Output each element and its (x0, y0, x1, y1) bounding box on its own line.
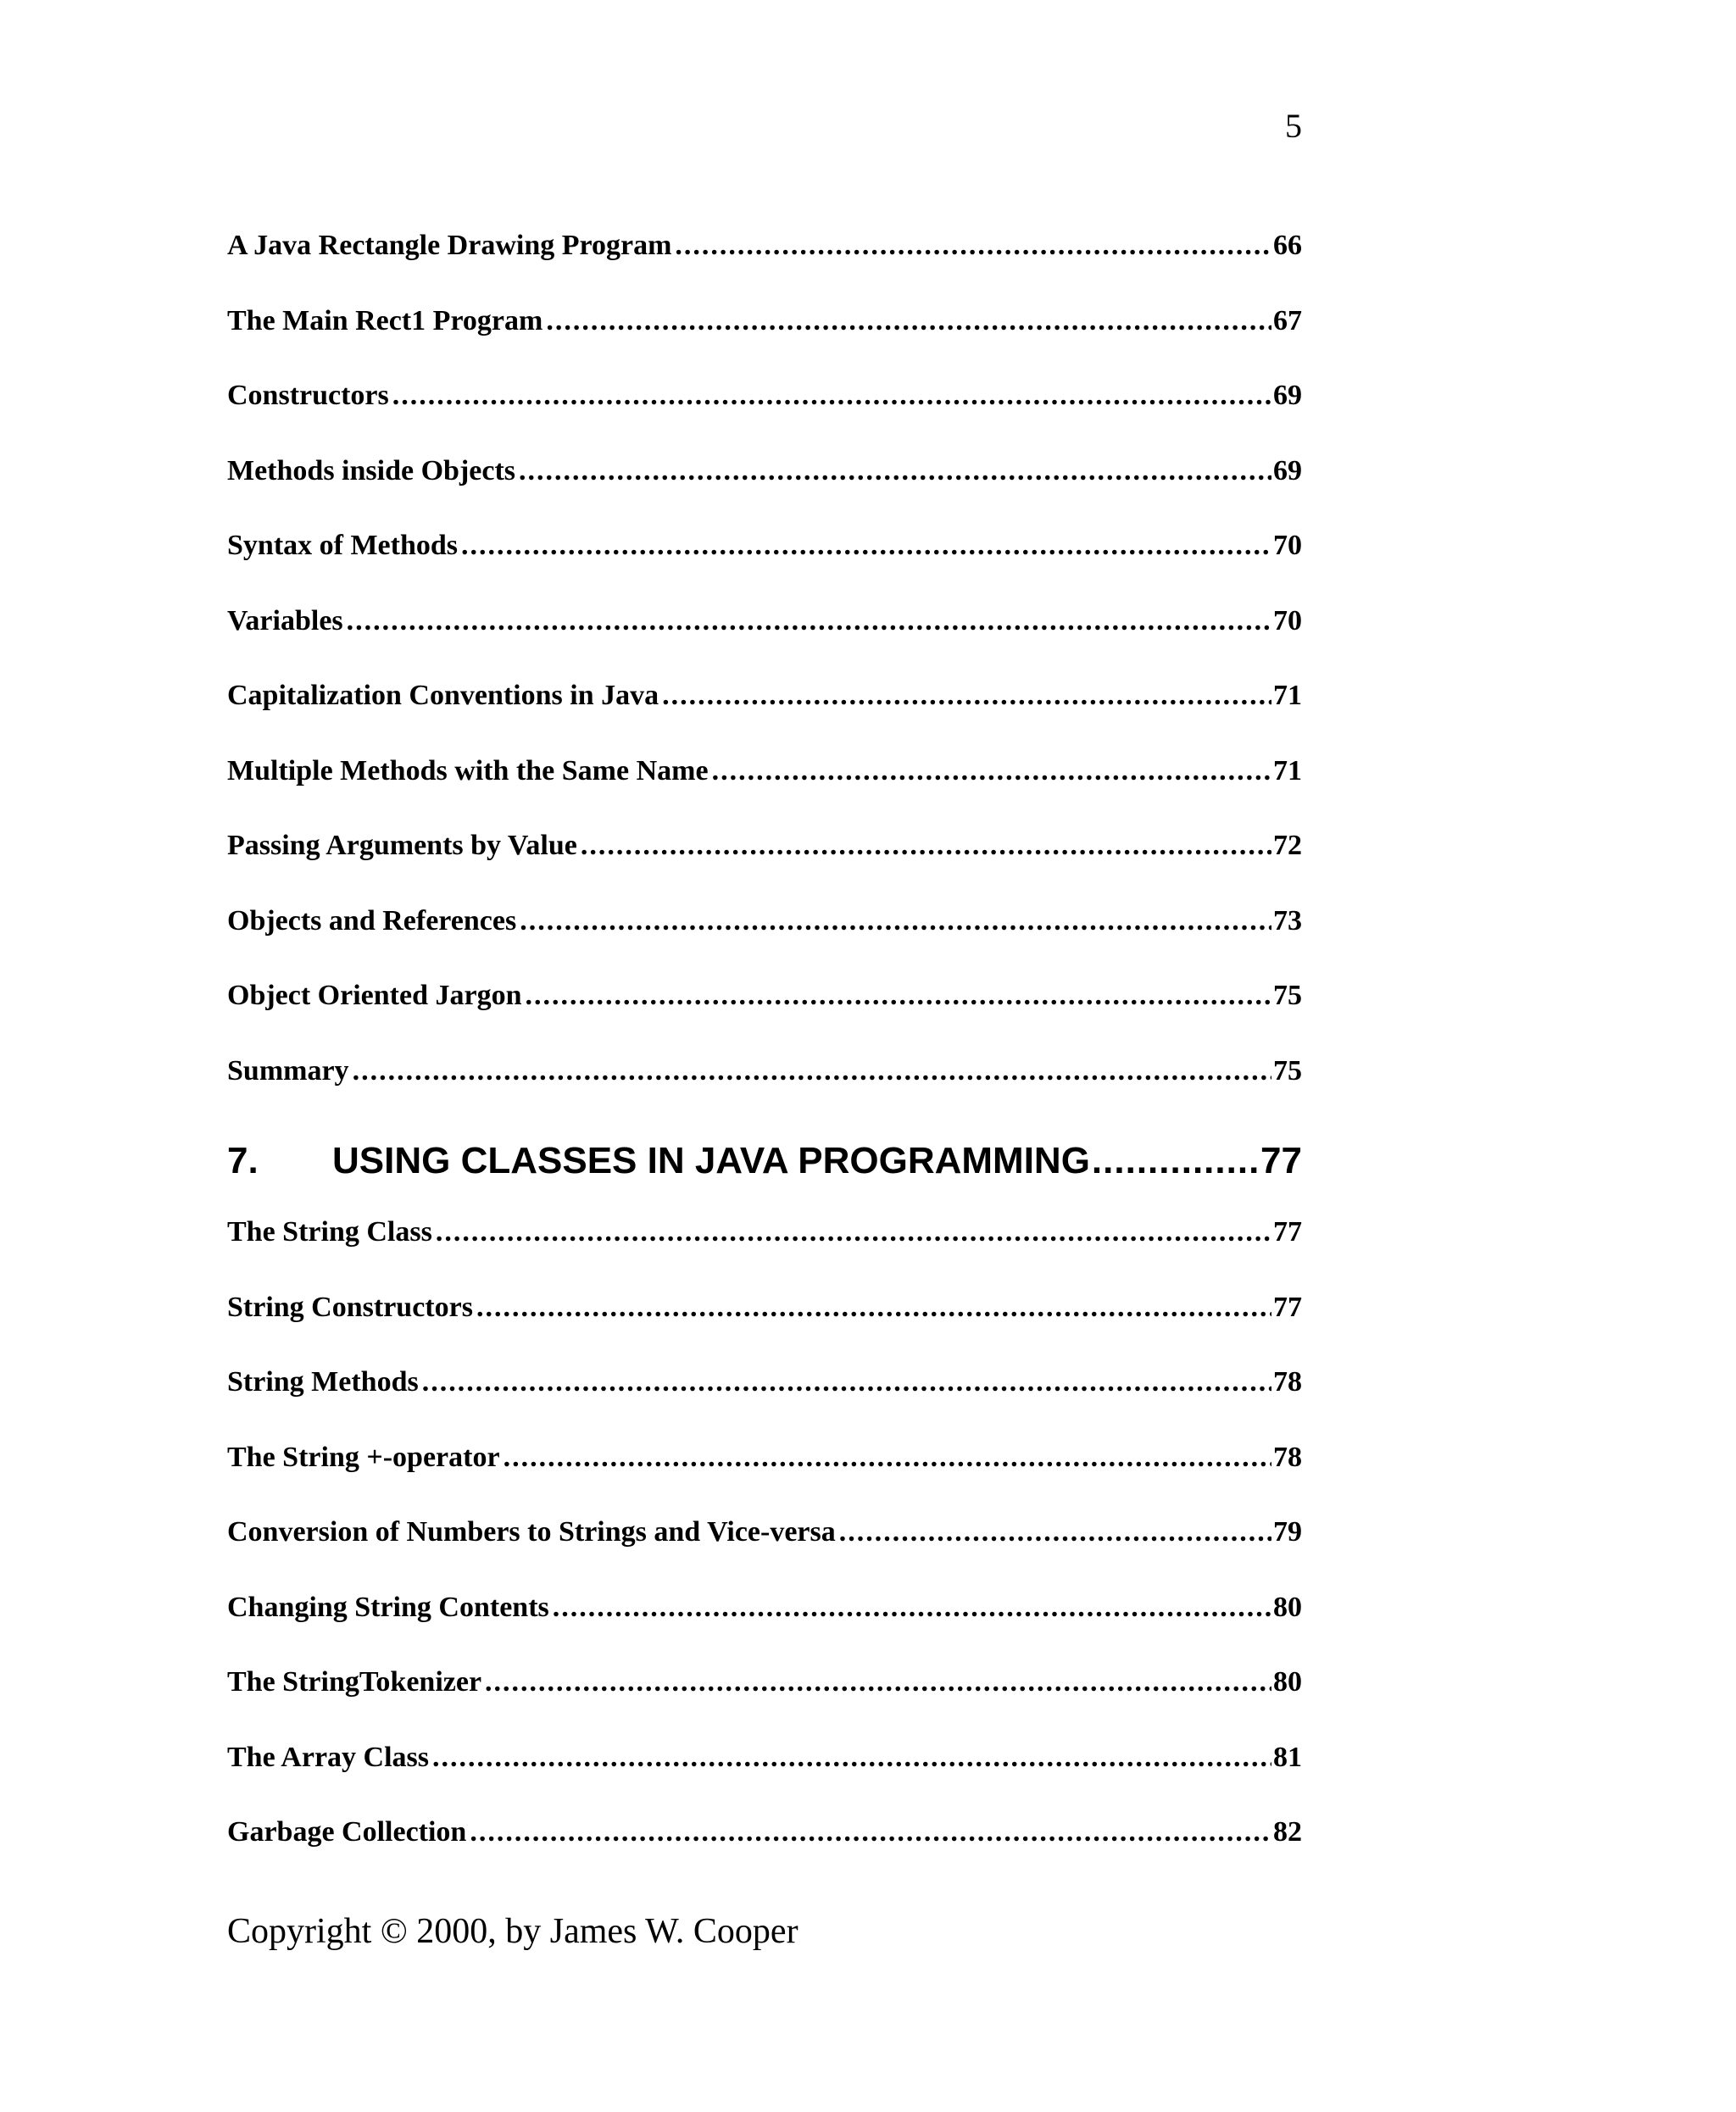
dot-leader (662, 672, 1271, 720)
toc-entry-title: Multiple Methods with the Same Name (227, 754, 709, 786)
chapter-number: 7. (227, 1140, 259, 1181)
chapter-page: 77 (1260, 1140, 1302, 1181)
dot-leader (422, 1359, 1271, 1406)
toc-entry-title: Conversion of Numbers to Strings and Vice-versa (227, 1516, 836, 1548)
toc-entry-page: 66 (1273, 230, 1302, 261)
toc-entry[interactable] (227, 1584, 1302, 1659)
dot-leader (526, 972, 1272, 1020)
toc-entry-page: 75 (1273, 980, 1302, 1011)
toc-entry-page: 81 (1273, 1741, 1302, 1773)
toc-entry-title: The Main Rect1 Program (227, 304, 543, 336)
toc-entry[interactable] (227, 1509, 1302, 1584)
toc-entry[interactable] (227, 1359, 1302, 1434)
toc-entry-page: 78 (1273, 1441, 1302, 1473)
page-number: 5 (1285, 107, 1302, 145)
dot-leader (1092, 1127, 1259, 1195)
dot-leader (519, 447, 1271, 495)
dot-leader (485, 1659, 1271, 1706)
dot-leader (712, 748, 1271, 795)
toc-entry-page: 78 (1273, 1366, 1302, 1398)
toc-entry[interactable] (227, 1734, 1302, 1809)
toc-entry-title: Objects and References (227, 904, 517, 937)
toc-entry[interactable] (227, 1434, 1302, 1509)
dot-leader (432, 1734, 1271, 1781)
toc-entry[interactable] (227, 222, 1302, 297)
chapter-title: USING CLASSES IN JAVA PROGRAMMING (332, 1140, 1090, 1181)
toc-entry[interactable] (227, 1284, 1302, 1359)
toc-entry-title: String Methods (227, 1366, 419, 1398)
toc-entry-title: String Constructors (227, 1291, 473, 1323)
toc-entry-title: Garbage Collection (227, 1816, 467, 1848)
toc-entry-page: 71 (1273, 754, 1302, 786)
toc-entry[interactable] (227, 522, 1302, 597)
toc-entry-page: 69 (1273, 454, 1302, 486)
dot-leader (839, 1509, 1271, 1556)
toc-entry-title: A Java Rectangle Drawing Program (227, 230, 672, 261)
toc-entry[interactable] (227, 297, 1302, 373)
toc-entry-title: Methods inside Objects (227, 454, 515, 486)
dot-leader (392, 372, 1271, 420)
toc-entry-title: The String Class (227, 1216, 432, 1248)
toc-entry[interactable] (227, 1048, 1302, 1123)
toc-entry-page: 75 (1273, 1054, 1302, 1087)
toc-entry-title: Object Oriented Jargon (227, 980, 522, 1011)
toc-entry-title: Changing String Contents (227, 1591, 549, 1623)
dot-leader (504, 1434, 1271, 1481)
toc-entry[interactable] (227, 447, 1302, 523)
dot-leader (470, 1809, 1271, 1856)
toc-entry-title: The Array Class (227, 1741, 429, 1773)
toc-entry[interactable] (227, 672, 1302, 748)
toc-entry-title: Constructors (227, 380, 389, 411)
toc-entry[interactable] (227, 972, 1302, 1048)
toc-entry-page: 67 (1273, 304, 1302, 336)
copyright-footer: Copyright © 2000, by James W. Cooper (227, 1912, 798, 1951)
dot-leader (581, 822, 1271, 870)
toc-entry-title: The StringTokenizer (227, 1666, 482, 1698)
toc-entry-page: 73 (1273, 904, 1302, 937)
toc-entry-page: 80 (1273, 1591, 1302, 1623)
dot-leader (675, 222, 1271, 270)
toc-entry-title: Summary (227, 1054, 349, 1087)
toc-entry[interactable] (227, 597, 1302, 673)
toc-entry-page: 77 (1273, 1216, 1302, 1248)
toc-entry-title: Passing Arguments by Value (227, 830, 577, 861)
toc-entry-page: 70 (1273, 604, 1302, 636)
toc-entry-page: 71 (1273, 680, 1302, 711)
toc-entry[interactable] (227, 1209, 1302, 1284)
dot-leader (546, 297, 1271, 345)
toc-entry[interactable] (227, 1659, 1302, 1734)
dot-leader (553, 1584, 1271, 1631)
toc-entry-title: Syntax of Methods (227, 530, 459, 561)
toc-chapter-heading[interactable] (227, 1127, 1302, 1209)
toc-entry-title: Variables (227, 604, 343, 636)
dot-leader (347, 597, 1271, 645)
toc-entry-page: 82 (1273, 1816, 1302, 1848)
dot-leader (353, 1048, 1271, 1095)
toc-entry[interactable] (227, 822, 1302, 898)
toc-entry-page: 72 (1273, 830, 1302, 861)
toc-entry-page: 80 (1273, 1666, 1302, 1698)
toc-entry-page: 79 (1273, 1516, 1302, 1548)
dot-leader (520, 898, 1271, 945)
toc-entry[interactable] (227, 748, 1302, 823)
toc-entry-page: 69 (1273, 380, 1302, 411)
toc-entry[interactable] (227, 372, 1302, 447)
toc-entry-title: The String +-operator (227, 1441, 500, 1473)
toc-entry-page: 70 (1273, 530, 1302, 561)
dot-leader (436, 1209, 1271, 1256)
table-of-contents (227, 222, 1302, 1884)
dot-leader (461, 522, 1271, 570)
toc-entry-page: 77 (1273, 1291, 1302, 1323)
dot-leader (476, 1284, 1271, 1331)
toc-entry-title: Capitalization Conventions in Java (227, 680, 659, 711)
toc-entry[interactable] (227, 1809, 1302, 1884)
toc-entry[interactable] (227, 898, 1302, 973)
